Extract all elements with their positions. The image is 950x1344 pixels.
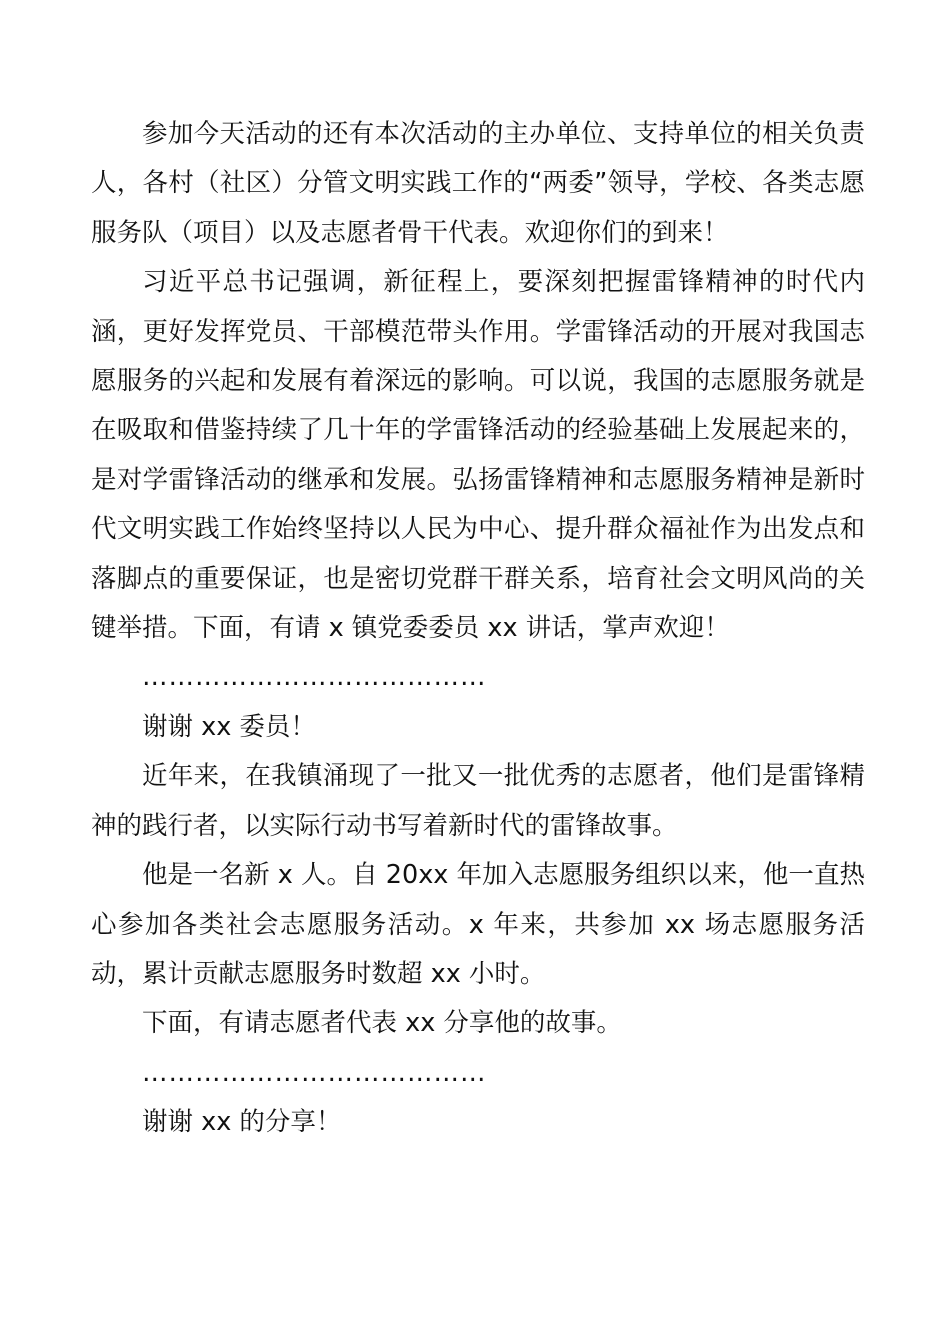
paragraph-volunteer-profile: 他是一名新 x 人。自 20xx 年加入志愿服务组织以来，他一直热心参加各类社会志愿服务活动。x 年来，共参加 xx 场志愿服务活动，累计贡献志愿服务时数超 xx 小时。: [91, 860, 865, 989]
paragraph-invite-volunteer: 下面，有请志愿者代表 xx 分享他的故事。: [142, 1008, 622, 1039]
paragraph-organizers: 参加今天活动的还有本次活动的主办单位、支持单位的相关负责人，各村（社区）分管文明实践工作的“两委”领导，学校、各类志愿服务队（项目）以及志愿者骨干代表。欢迎你们的到来！: [91, 119, 865, 248]
document-body: [91, 110, 865, 1148]
ellipsis-separator: …………………………………: [142, 662, 487, 693]
paragraph-thanks-sharing: 谢谢 xx 的分享！: [142, 1107, 342, 1138]
paragraph-thanks-committee-member: 谢谢 xx 委员！: [142, 711, 316, 742]
ellipsis-separator: …………………………………: [142, 1057, 487, 1088]
paragraph-volunteers-intro: 近年来，在我镇涌现了一批又一批优秀的志愿者，他们是雷锋精神的践行者，以实际行动书写着新时代的雷锋故事。: [91, 761, 865, 841]
paragraph-lei-feng-spirit: 习近平总书记强调，新征程上，要深刻把握雷锋精神的时代内涵，更好发挥党员、干部模范带头作用。学雷锋活动的开展对我国志愿服务的兴起和发展有着深远的影响。可以说，我国的志愿服务就是在吸取和借鉴持续了几十年的学雷锋活动的经验基础上发展起来的，是对学雷锋活动的继承和发展。弘扬雷锋精神和志愿服务精神是新时代文明实践工作始终坚持以人民为中心、提升群众福祉作为出发点和落脚点的重要保证，也是密切党群干群关系，培育社会文明风尚的关键举措。下面，有请 x 镇党委委员 xx 讲话，掌声欢迎！: [91, 267, 865, 644]
